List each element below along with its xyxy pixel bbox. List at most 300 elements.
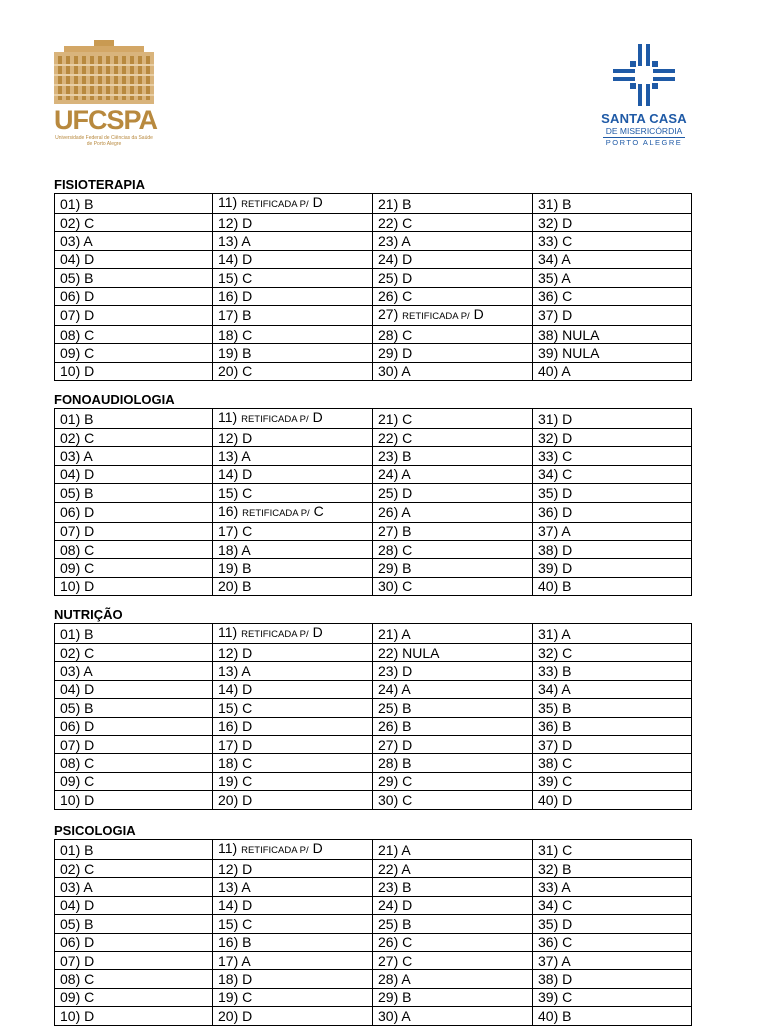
answer-cell [55,559,213,577]
answer-value: B [562,699,572,716]
answer-cell [533,772,692,790]
question-number: 08) [60,326,81,343]
answer-value: A [561,363,571,380]
answer-cell [55,232,213,250]
question-number: 40) [538,578,559,595]
question-number: 16) [218,288,239,305]
question-number: 29) [378,345,399,362]
question-number: 33) [538,448,559,465]
answer-cell [55,662,213,680]
question-number: 13) [218,448,239,465]
question-number: 03) [60,448,81,465]
answer-cell [55,269,213,287]
answer-cell [533,860,692,878]
answer-value: B [84,915,94,932]
question-number: 03) [60,233,81,250]
question-number: 10) [60,1007,81,1024]
answer-cell [533,465,692,483]
question-number: 01) [60,410,81,427]
ufcspa-subtitle-1: Universidade Federal de Ciências da Saúde [55,135,153,141]
answer-value: D [84,307,95,324]
answer-value: B [84,410,94,427]
table-row [55,791,692,809]
table-row [55,878,692,896]
question-number: 40) [538,363,559,380]
answer-cell [213,522,373,540]
question-number: 36) [538,288,559,305]
answer-cell [533,429,692,447]
answer-cell [533,409,692,429]
question-number: 10) [60,791,81,808]
answer-cell [533,559,692,577]
answer-cell [533,325,692,343]
answer-value: D [242,897,253,914]
answer-value: B [242,560,252,577]
question-number: 20) [218,578,239,595]
question-number: 40) [538,1007,559,1024]
answer-value: D [242,466,253,483]
question-number: 11) [218,194,238,210]
answer-cell [533,287,692,305]
answer-cell [533,988,692,1006]
question-number: 38) [538,755,559,772]
table-row [55,896,692,914]
question-number: 02) [60,644,81,661]
answer-value: C [84,214,95,231]
question-number: 12) [218,214,239,231]
answer-value: D [84,578,95,595]
answer-value: C [402,288,413,305]
answer-value: D [562,504,573,521]
answer-cell [373,305,533,325]
answer-cell [55,644,213,662]
answer-value: C [562,755,573,772]
question-number: 32) [538,429,559,446]
answer-value: C [84,971,95,988]
answer-value: D [562,971,573,988]
table-row [55,269,692,287]
question-number: 04) [60,466,81,483]
question-number: 32) [538,214,559,231]
answer-value: A [241,952,251,969]
answer-cell [213,540,373,558]
answer-value: D [312,409,323,425]
answer-value: C [242,915,253,932]
question-number: 18) [218,326,239,343]
answer-value: A [83,233,93,250]
answer-value: D [242,718,253,735]
answer-cell [55,933,213,951]
answer-value: C [242,773,253,790]
answer-cell [533,662,692,680]
answer-cell [213,214,373,232]
answer-value: D [84,466,95,483]
question-number: 39) [538,560,559,577]
answer-cell [373,540,533,558]
answer-value: A [401,841,411,858]
answer-value: A [401,681,411,698]
answer-value: D [242,860,253,877]
table-row [55,559,692,577]
question-number: 21) [378,625,399,642]
question-number: 22) [378,860,399,877]
question-number: 31) [538,195,559,212]
question-number: 31) [538,410,559,427]
answer-cell [213,662,373,680]
answer-value: C [242,484,253,501]
question-number: 28) [378,971,399,988]
answer-value: A [83,879,93,896]
answer-cell [213,933,373,951]
answer-value: A [401,363,411,380]
answer-value: B [562,578,572,595]
table-row [55,644,692,662]
answer-cell [373,840,533,860]
answer-cell [213,194,373,214]
answer-cell [55,754,213,772]
answer-cell [533,522,692,540]
answer-value: B [84,484,94,501]
answer-value: D [402,269,413,286]
question-number: 07) [60,523,81,540]
answer-value: B [84,269,94,286]
answer-value: D [312,194,323,210]
answer-value: C [84,773,95,790]
answer-cell [373,362,533,380]
answer-value: NULA [562,326,600,343]
answer-value: D [562,791,573,808]
question-number: 30) [378,791,399,808]
answer-table [54,839,692,1026]
answer-cell [55,194,213,214]
question-number: 06) [60,718,81,735]
answer-cell [373,447,533,465]
answer-cell [55,409,213,429]
answer-cell [373,624,533,644]
answer-value: C [402,541,413,558]
question-number: 18) [218,971,239,988]
table-row [55,214,692,232]
ufcspa-logo [54,40,158,160]
answer-cell [55,540,213,558]
question-number: 14) [218,897,239,914]
table-row [55,772,692,790]
santa-casa-line2: DE MISERICÓRDIA [605,126,683,136]
answer-value: D [242,736,253,753]
question-number: 34) [538,251,559,268]
answer-cell [533,754,692,772]
section-title: FONOAUDIOLOGIA [54,392,175,407]
question-number: 02) [60,214,81,231]
question-number: 12) [218,860,239,877]
answer-value: D [242,429,253,446]
answer-value: B [84,699,94,716]
table-row [55,522,692,540]
table-row [55,447,692,465]
answer-cell [55,840,213,860]
question-number: 31) [538,841,559,858]
question-number: 21) [378,195,399,212]
answer-cell [533,933,692,951]
answer-cell [373,409,533,429]
question-number: 24) [378,897,399,914]
question-number: 15) [218,269,239,286]
question-number: 23) [378,663,399,680]
building-icon [54,40,154,104]
question-number: 09) [60,773,81,790]
answer-cell [533,269,692,287]
answer-value: A [561,625,571,642]
question-number: 19) [218,989,239,1006]
answer-value: C [562,466,573,483]
answer-cell [55,951,213,969]
question-number: 05) [60,915,81,932]
question-number: 12) [218,644,239,661]
answer-cell [55,699,213,717]
question-number: 01) [60,625,81,642]
answer-value: B [402,755,412,772]
answer-cell [533,699,692,717]
answer-cell [533,840,692,860]
answer-value: A [241,541,251,558]
question-number: 15) [218,915,239,932]
answer-value: A [241,448,251,465]
answer-value: C [242,523,253,540]
answer-value: B [84,841,94,858]
answer-value: C [402,934,413,951]
question-number: 27) [378,736,399,753]
question-number: 07) [60,736,81,753]
answer-cell [55,1007,213,1025]
answer-cell [373,577,533,595]
question-number: 25) [378,915,399,932]
answer-value: C [562,934,573,951]
answer-cell [213,447,373,465]
answer-value: NULA [402,644,440,661]
answer-value: D [84,952,95,969]
answer-cell [55,522,213,540]
question-number: 34) [538,897,559,914]
table-row [55,250,692,268]
answer-cell [373,250,533,268]
answer-cell [213,644,373,662]
answer-cell [213,915,373,933]
answer-value: C [242,755,253,772]
answer-value: C [562,841,573,858]
answer-cell [533,540,692,558]
answer-cell [55,878,213,896]
answer-cell [55,344,213,362]
answer-value: D [562,484,573,501]
question-number: 26) [378,934,399,951]
question-number: 35) [538,269,559,286]
question-number: 16) [218,934,239,951]
table-row [55,362,692,380]
answer-cell [55,429,213,447]
answer-value: C [562,288,573,305]
answer-cell [55,860,213,878]
table-row [55,754,692,772]
table-row [55,502,692,522]
question-number: 33) [538,879,559,896]
answer-value: D [562,541,573,558]
question-number: 14) [218,681,239,698]
answer-value: C [402,952,413,969]
answer-value: C [242,699,253,716]
question-number: 24) [378,466,399,483]
answer-value: D [402,663,413,680]
santa-casa-logo [597,44,691,156]
answer-value: D [84,736,95,753]
table-row [55,305,692,325]
answer-cell [213,559,373,577]
answer-cell [533,791,692,809]
answer-value: C [402,429,413,446]
question-number: 10) [60,578,81,595]
question-number: 39) [538,773,559,790]
answer-value: B [562,718,572,735]
question-number: 08) [60,755,81,772]
answer-cell [373,465,533,483]
answer-value: D [84,718,95,735]
cross-icon [613,44,675,106]
answer-cell [55,465,213,483]
answer-cell [533,644,692,662]
answer-cell [55,287,213,305]
question-number: 10) [60,363,81,380]
answer-cell [213,951,373,969]
answer-cell [373,933,533,951]
table-row [55,970,692,988]
answer-cell [55,915,213,933]
answer-value: C [84,429,95,446]
rectification-note: RETIFICADA P/ [402,310,470,322]
table-row [55,429,692,447]
question-number: 02) [60,429,81,446]
question-number: 23) [378,448,399,465]
answer-value: D [242,644,253,661]
table-row [55,735,692,753]
santa-casa-name: SANTA CASA [601,111,687,126]
question-number: 30) [378,578,399,595]
question-number: 25) [378,269,399,286]
answer-cell [373,735,533,753]
answer-cell [213,465,373,483]
answer-cell [533,878,692,896]
answer-cell [373,662,533,680]
answer-cell [213,988,373,1006]
table-row [55,344,692,362]
answer-value: C [402,326,413,343]
answer-cell [55,772,213,790]
question-number: 24) [378,251,399,268]
table-row [55,933,692,951]
answer-value: D [242,214,253,231]
answer-cell [373,878,533,896]
answer-value: A [401,233,411,250]
answer-cell [533,1007,692,1025]
answer-value: C [402,214,413,231]
question-number: 38) [538,326,559,343]
question-number: 18) [218,755,239,772]
answer-value: C [84,326,95,343]
question-number: 08) [60,971,81,988]
question-number: 17) [218,307,239,324]
question-number: 20) [218,791,239,808]
answer-value: D [84,523,95,540]
answer-value: A [401,504,411,521]
question-number: 22) [378,429,399,446]
question-number: 07) [60,952,81,969]
answer-cell [55,988,213,1006]
question-number: 34) [538,466,559,483]
table-row [55,194,692,214]
answer-cell [213,791,373,809]
table-row [55,699,692,717]
santa-casa-line3: PORTO ALEGRE [603,137,685,148]
question-number: 11) [218,624,238,640]
answer-cell [213,577,373,595]
table-row [55,540,692,558]
question-number: 22) [378,644,399,661]
answer-value: B [402,989,412,1006]
table-row [55,409,692,429]
answer-cell [213,1007,373,1025]
section-psicologia [54,823,691,1026]
answer-cell [213,735,373,753]
question-number: 32) [538,644,559,661]
question-number: 29) [378,773,399,790]
answer-cell [213,269,373,287]
answer-value: D [402,897,413,914]
question-number: 17) [218,952,239,969]
answer-cell [373,680,533,698]
table-row [55,465,692,483]
question-number: 30) [378,1007,399,1024]
rectification-note: RETIFICADA P/ [241,199,309,210]
question-number: 36) [538,934,559,951]
answer-cell [373,214,533,232]
question-number: 21) [378,841,399,858]
answer-value: B [402,448,412,465]
question-number: 33) [538,233,559,250]
answer-value: D [562,410,573,427]
answer-value: C [562,644,573,661]
answer-value: D [84,897,95,914]
question-number: 25) [378,484,399,501]
answer-cell [213,305,373,325]
answer-cell [213,429,373,447]
answer-value: D [84,934,95,951]
section-title: NUTRIÇÃO [54,607,123,622]
answer-value: D [84,681,95,698]
question-number: 36) [538,504,559,521]
table-row [55,484,692,502]
question-number: 08) [60,541,81,558]
question-number: 25) [378,699,399,716]
answer-value: D [562,307,573,324]
answer-cell [55,577,213,595]
answer-cell [373,194,533,214]
answer-cell [533,896,692,914]
question-number: 34) [538,681,559,698]
question-number: 05) [60,269,81,286]
question-number: 27) [378,523,399,540]
question-number: 27) [378,305,399,322]
question-number: 40) [538,791,559,808]
answer-value: B [562,195,572,212]
question-number: 35) [538,915,559,932]
